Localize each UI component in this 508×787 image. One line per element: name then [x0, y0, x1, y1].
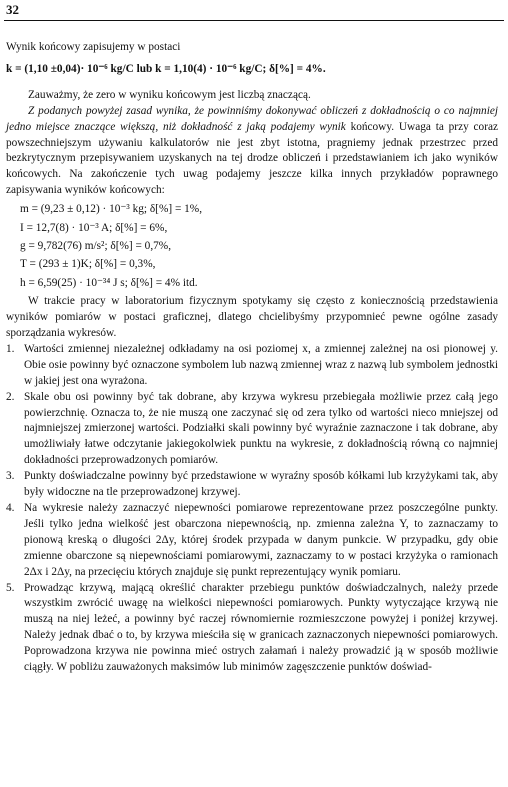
graph-intro-paragraph: W trakcie pracy w laboratorium fizycznym spotykamy się często z koniecznością przedstawienia wyników pomiarów w postaci graficznej, dlatego chcielibyśmy przypomnieć pewne ogólne zasady sporządzania wykresów.: [6, 295, 498, 339]
list-item: [6, 469, 498, 501]
list-item: [6, 390, 498, 470]
list-item-number: 2.: [6, 390, 15, 403]
page-number: 32: [6, 2, 19, 17]
final-result-formula: k = (1,10 ±0,04)· 10⁻⁶ kg/C lub k = 1,10(4) · 10⁻⁶ kg/C; δ[%] = 4%.: [6, 62, 326, 75]
list-item: [6, 501, 498, 581]
example-line: m = (9,23 ± 0,12) · 10⁻³ kg; δ[%] = 1%,: [20, 203, 203, 216]
examples-block: [6, 201, 498, 291]
intro-line: Wynik końcowy zapisujemy w postaci: [6, 41, 181, 53]
list-item-text: Punkty doświadczalne powinny być przedstawione w wyraźny sposób kółkami lub krzyżykami tak, aby były widoczne na tle przeprowadzonej krzywej.: [24, 470, 498, 499]
list-item: [6, 581, 498, 676]
list-item-text: Skale obu osi powinny być tak dobrane, aby krzywa wykresu przebiegała możliwie przez całą jego powierzchnię. Oznacza to, że nie muszą one zaczynać się od zera tylko od wartości nieco mniejszej od najmniejszej zmierzonej wartości. Podziałki skali powinny być wyraźnie zaznaczone i tak dobrane, aby umożliwiały łatwe odczytanie jakiegokolwiek punktu na wykresie, z dokładnością równą co najmniej dokładności przeprowadzonych pomiarów.: [24, 390, 498, 467]
graph-rules-list: [6, 342, 498, 676]
accuracy-paragraph-rest: końcowy. Uwaga ta przy coraz powszechniejszym używaniu kalkulatorów nie jest zbyt istotna, pragniemy jednak przestrzec przed bezkrytycznym przepisywaniem uzyskanych na tej drodze obliczeń i przedstawianiem ich jako wyników końcowych. Na zakończenie tych uwag podajemy jeszcze kilka innych przykładów poprawnego zapisywania wyników końcowych:: [6, 120, 498, 197]
example-line: I = 12,7(8) · 10⁻³ A; δ[%] = 6%,: [20, 221, 168, 234]
list-item-number: 3.: [6, 470, 15, 483]
example-line: h = 6,59(25) · 10⁻³⁴ J s; δ[%] = 4% itd.: [20, 276, 198, 289]
list-item: [6, 342, 498, 390]
page-body: [6, 40, 498, 676]
header-rule: [4, 20, 504, 21]
zero-note: Zauważmy, że zero w wyniku końcowym jest liczbą znaczącą.: [28, 88, 311, 101]
accuracy-paragraph: [6, 104, 498, 199]
italic-rule-sentence: Z podanych powyżej zasad wynika, że powinniśmy dokonywać obliczeń z dokładnością o co najmniej jedno miejsce znaczące większą, niż dokładność z jaką podajemy wynik: [6, 104, 498, 133]
list-item-text: Na wykresie należy zaznaczyć niepewności pomiarowe reprezentowane przez poszczególne punkty. Jeśli tylko jedna wielkość jest obarczona niepewnością, np. zmienna zależna Y, to zaznaczamy to pionową kreską o długości 2Δy, której środek przypada w danym punkcie. W przypadku, gdy obie zmienne obarczone są niepewnościami pomiarowymi, zaznaczamy to w postaci krzyżyka o ramionach 2Δx i 2Δy, na przecięciu których znajduje się punkt reprezentujący wynik pomiaru.: [24, 501, 498, 578]
list-item-text: Wartości zmiennej niezależnej odkładamy na osi poziomej x, a zmiennej zależnej na osi pionowej y. Obie osie powinny być oznaczone symbolem lub nazwą zmiennej wraz z nazwą lub symbolem jednostki w jakiej jest ona wyrażona.: [24, 342, 498, 387]
list-item-number: 4.: [6, 501, 15, 514]
example-line: T = (293 ± 1)K; δ[%] = 0,3%,: [20, 258, 156, 271]
list-item-number: 5.: [6, 581, 15, 594]
list-item-text: Prowadząc krzywą, mającą określić charakter przebiegu punktów doświadczalnych, należy przede wszystkim zwrócić uwagę na wielkości niepewności pomiarowych. Punkty wytyczające krzywą nie muszą na niej leżeć, a powinny być raczej równomiernie rozmieszczone powyżej i poniżej krzywej. Należy jednak dbać o to, by krzywa mieściła się w granicach zaznaczonych niepewności pomiarowych. Poprowadzona krzywa nie powinna mieć ostrych załamań i należy prowadzić ją w sposób możliwie ciągły. W pobliżu zauważonych maksimów lub minimów zagęszczenie punktów doświad-: [24, 581, 498, 674]
list-item-number: 1.: [6, 342, 15, 355]
example-line: g = 9,782(76) m/s²; δ[%] = 0,7%,: [20, 239, 172, 252]
